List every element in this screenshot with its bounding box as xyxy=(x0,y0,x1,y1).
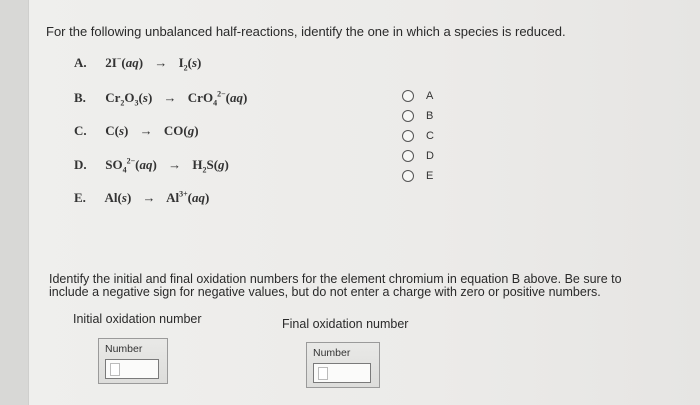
reaction-equation: $SO_4^{2-}(aq) \to H_2S(g)$ xyxy=(105,157,229,175)
reaction-label: B. xyxy=(74,90,86,106)
reaction-d xyxy=(74,157,229,175)
reaction-label: E. xyxy=(74,190,86,206)
option-e[interactable] xyxy=(402,168,433,184)
reaction-label: A. xyxy=(74,55,87,71)
radio-button[interactable] xyxy=(402,110,414,122)
reaction-equation: $2I^-(aq) \to I_2(s)$ xyxy=(105,55,202,73)
reaction-c xyxy=(74,123,199,139)
input-caret xyxy=(110,363,120,376)
initial-oxidation-label: Initial oxidation number xyxy=(73,312,202,326)
radio-button[interactable] xyxy=(402,130,414,142)
final-oxidation-field xyxy=(306,342,380,388)
number-label: Number xyxy=(105,343,143,355)
part2-instructions: Identify the initial and final oxidation numbers for the element chromium in equation B above. Be sure to include a negative sign for negative values, but do not enter a charge with zero or positive numbers. xyxy=(49,272,622,299)
option-label: E xyxy=(426,170,434,182)
option-label: B xyxy=(426,110,434,122)
option-a[interactable] xyxy=(402,88,433,104)
initial-oxidation-field xyxy=(98,338,168,384)
option-c[interactable] xyxy=(402,128,434,144)
reaction-equation: $Cr_2O_3(s) \to CrO_4^{2-}(aq)$ xyxy=(105,90,248,108)
reaction-b xyxy=(74,90,247,108)
input-caret xyxy=(318,367,328,380)
reaction-e xyxy=(74,190,209,206)
radio-button[interactable] xyxy=(402,90,414,102)
option-d[interactable] xyxy=(402,148,434,164)
option-label: D xyxy=(426,150,434,162)
number-label: Number xyxy=(313,347,351,359)
option-label: A xyxy=(426,90,434,102)
reaction-equation: $Al(s) \to Al^{3+}(aq)$ xyxy=(104,190,210,206)
radio-button[interactable] xyxy=(402,150,414,162)
initial-oxidation-input[interactable] xyxy=(105,359,159,379)
question-text: For the following unbalanced half-reactions, identify the one in which a species is reduced. xyxy=(46,24,566,39)
reaction-equation: C(s) → CO(g) xyxy=(105,123,199,138)
final-oxidation-label: Final oxidation number xyxy=(282,317,409,331)
reaction-label: C. xyxy=(74,123,87,138)
reaction-a xyxy=(74,55,201,73)
option-b[interactable] xyxy=(402,108,433,124)
radio-button[interactable] xyxy=(402,170,414,182)
final-oxidation-input[interactable] xyxy=(313,363,371,383)
reaction-label: D. xyxy=(74,157,87,173)
option-label: C xyxy=(426,130,434,142)
